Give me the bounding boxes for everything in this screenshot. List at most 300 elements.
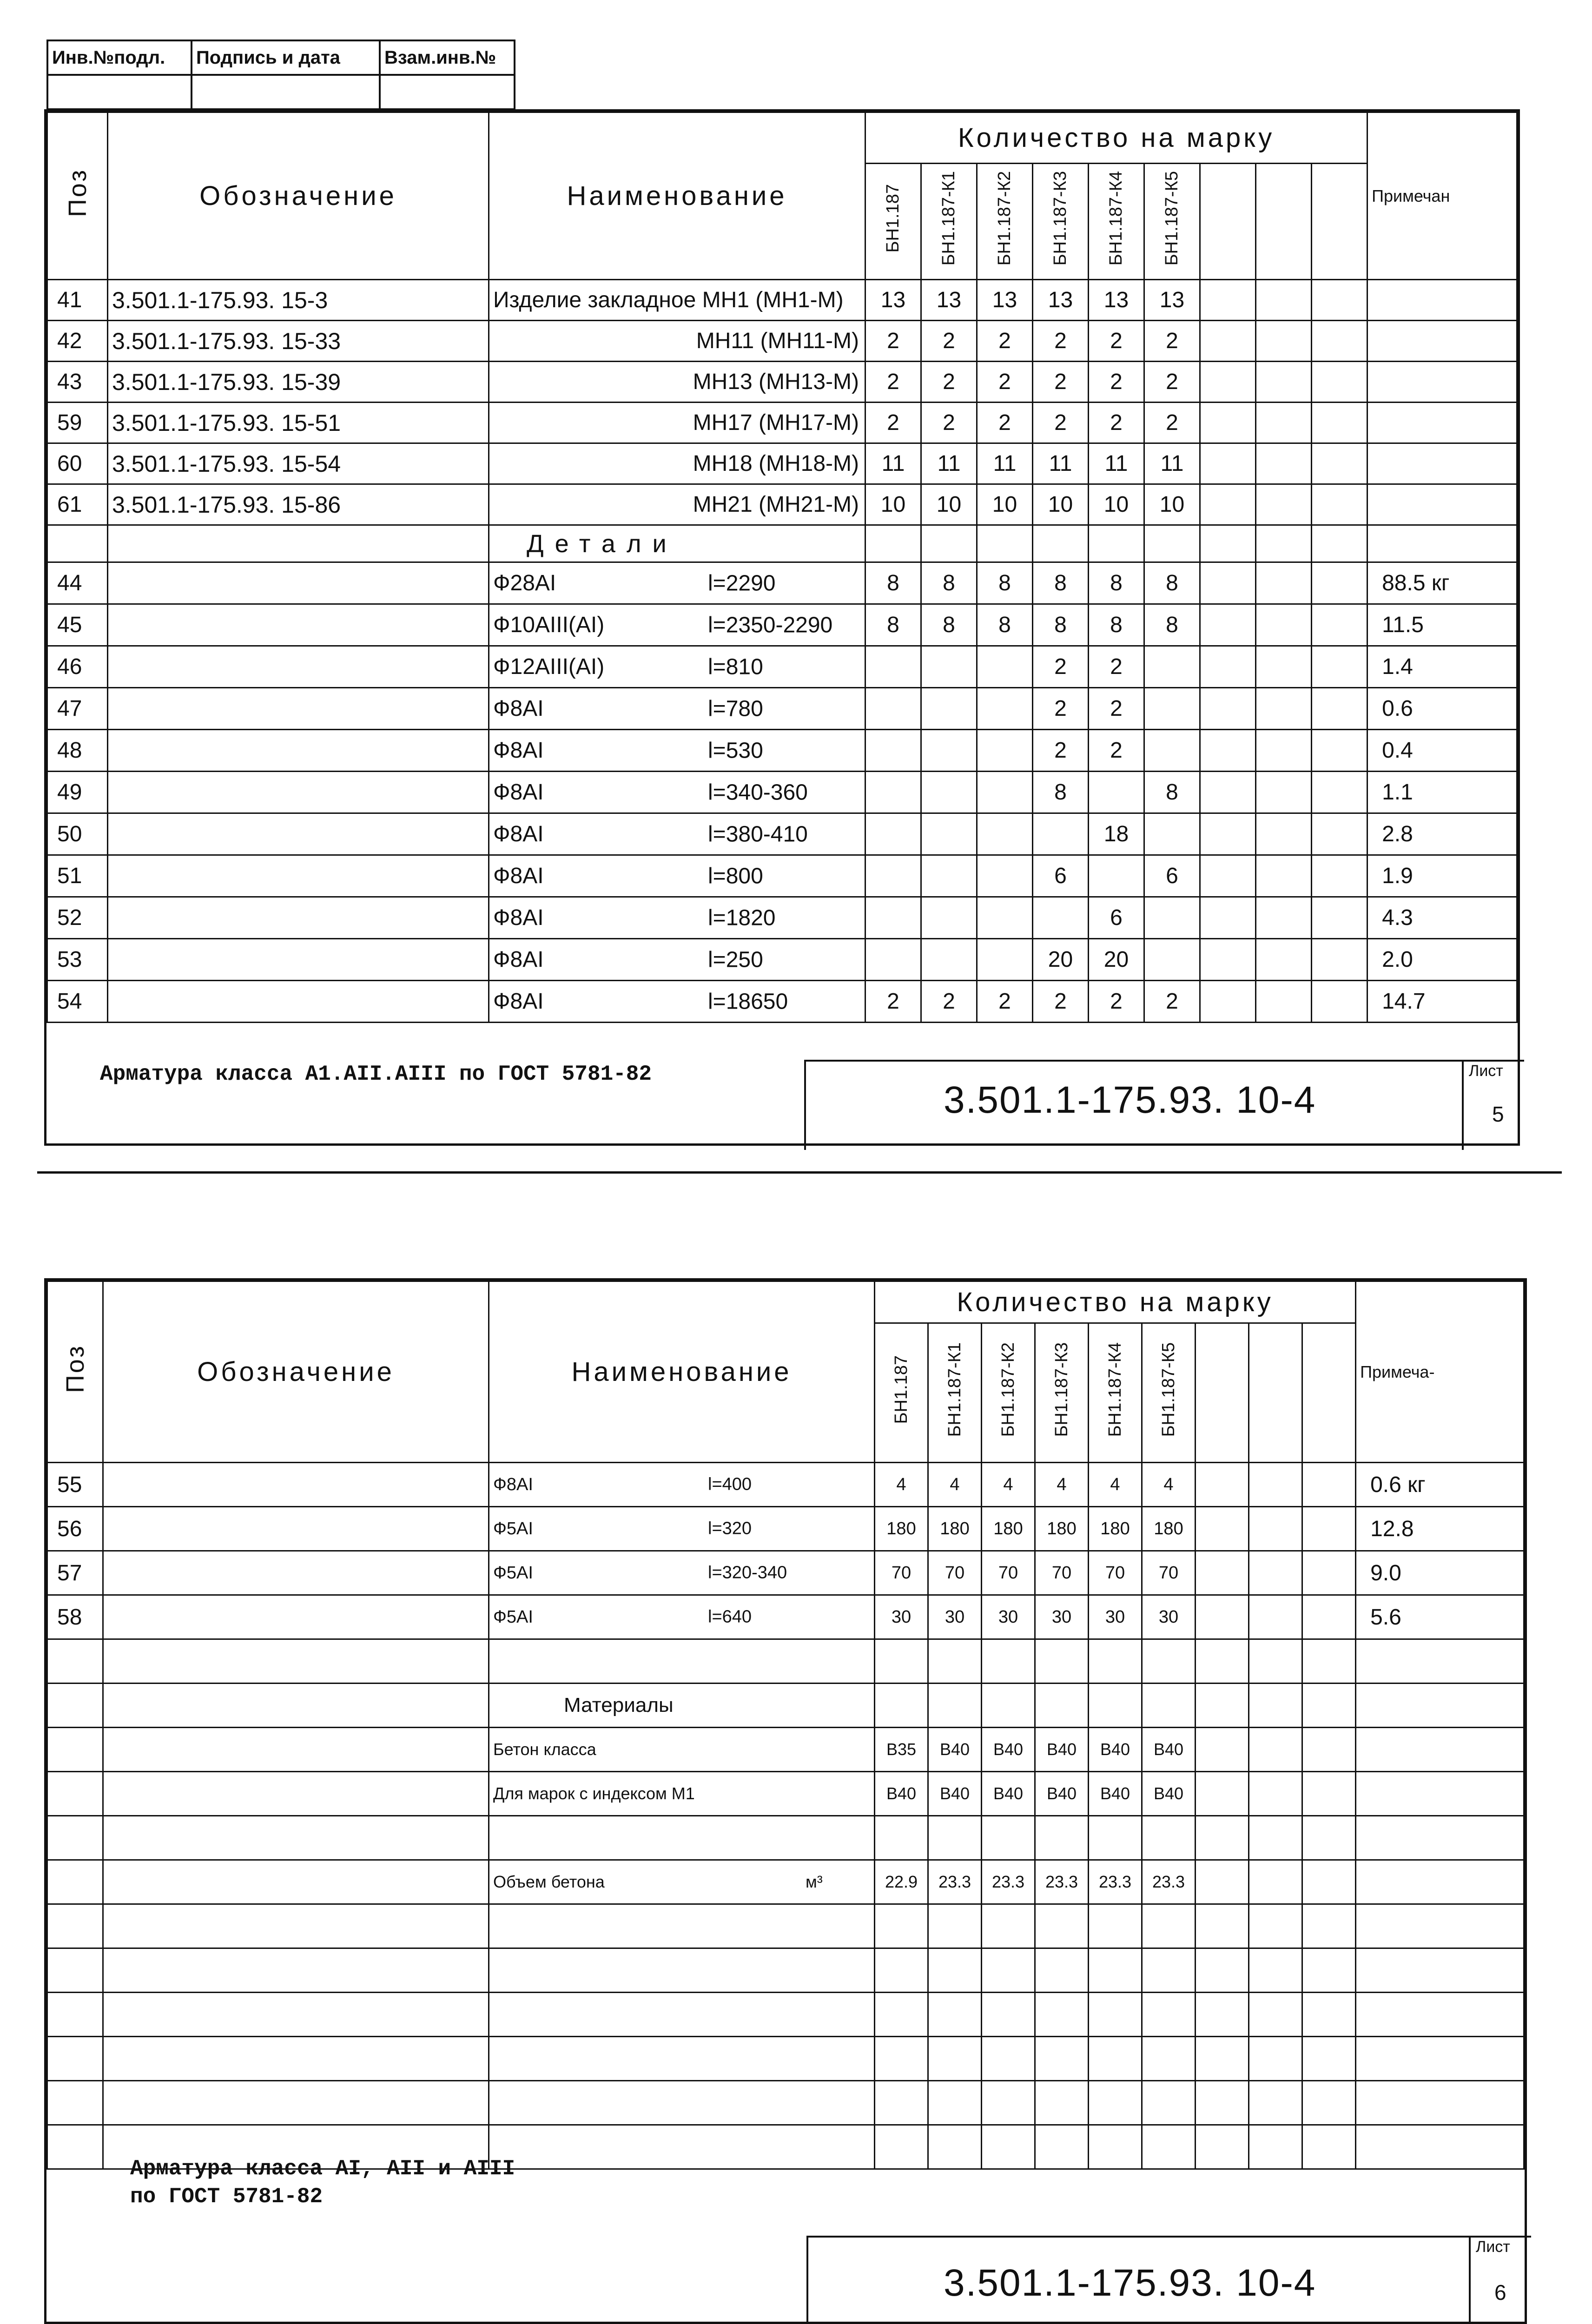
note-cell — [1367, 443, 1517, 484]
qty-cell — [1033, 813, 1089, 855]
qty-cell: 180 — [928, 1507, 982, 1551]
qty-cell: 2 — [921, 981, 977, 1023]
mark-header: БН1.187-К4 — [1089, 164, 1144, 280]
name-cell — [489, 897, 865, 939]
note-cell — [1367, 403, 1517, 443]
table-row — [47, 1772, 1524, 1816]
poz-cell: 42 — [47, 321, 108, 362]
qty-cell-empty — [1312, 688, 1367, 730]
designation-cell — [108, 813, 489, 855]
qty-cell: 10 — [921, 484, 977, 525]
designation-cell: 3.501.1-175.93. 15-86 — [108, 484, 489, 525]
note-cell: 0.4 — [1367, 730, 1517, 772]
empty-cell — [1035, 1816, 1089, 1860]
table-row — [47, 443, 1517, 484]
qty-cell-empty — [1249, 1595, 1302, 1639]
qty-cell: 23.3 — [928, 1860, 982, 1904]
stamp-replace-label: Взам.инв.№ — [380, 40, 515, 75]
col-kolichestvo: Количество на марку — [875, 1281, 1356, 1323]
qty-cell: 11 — [1089, 443, 1144, 484]
blank-row — [47, 1904, 1524, 1948]
qty-cell: 23.3 — [1035, 1860, 1089, 1904]
qty-cell-empty — [1256, 688, 1312, 730]
qty-cell: 70 — [1089, 1551, 1142, 1595]
document-code: 3.501.1-175.93. 10-4 — [944, 1079, 1316, 1121]
qty-cell: 4 — [982, 1463, 1035, 1507]
qty-cell: 70 — [982, 1551, 1035, 1595]
poz-cell: 47 — [47, 688, 108, 730]
table-row — [47, 1551, 1524, 1595]
designation-cell: 3.501.1-175.93. 15-33 — [108, 321, 489, 362]
poz-cell: 58 — [47, 1595, 103, 1639]
diameter-label: Ф5АI — [493, 1519, 533, 1538]
qty-cell: 23.3 — [1089, 1860, 1142, 1904]
designation-cell — [103, 1463, 489, 1507]
qty-cell: 2 — [1089, 362, 1144, 403]
table-row — [47, 813, 1517, 855]
qty-cell: 8 — [1144, 562, 1200, 604]
qty-cell-empty — [1256, 443, 1312, 484]
blank-row — [47, 1816, 1524, 1860]
col-primechanie: Примечан — [1367, 112, 1517, 280]
length-label: l=18650 — [708, 989, 788, 1014]
name-cell: МН13 (МН13-М) — [489, 362, 865, 403]
qty-cell-empty — [1256, 280, 1312, 321]
qty-cell: 8 — [1033, 772, 1089, 813]
poz-cell: 60 — [47, 443, 108, 484]
qty-cell — [977, 939, 1033, 981]
name-cell — [489, 1551, 875, 1595]
name-cell — [489, 1595, 875, 1639]
qty-cell: 6 — [1033, 855, 1089, 897]
qty-cell: 2 — [865, 362, 921, 403]
qty-cell-empty — [1200, 939, 1256, 981]
mark-header: БН1.187-К4 — [1089, 1323, 1142, 1463]
qty-cell — [1144, 939, 1200, 981]
name-cell — [489, 981, 865, 1023]
stamp-replace-value — [380, 75, 515, 109]
designation-cell — [108, 939, 489, 981]
name-cell: МН11 (МН11-М) — [489, 321, 865, 362]
qty-cell: 180 — [875, 1507, 928, 1551]
qty-cell-empty — [1256, 362, 1312, 403]
mark-header: БН1.187-К2 — [977, 164, 1033, 280]
qty-cell: 180 — [1089, 1507, 1142, 1551]
qty-cell — [977, 772, 1033, 813]
qty-cell-empty — [1196, 1463, 1249, 1507]
qty-cell-empty — [1249, 1860, 1302, 1904]
qty-cell — [1089, 855, 1144, 897]
diameter-label: Ф5АI — [493, 1607, 533, 1627]
qty-cell: 20 — [1033, 939, 1089, 981]
qty-cell-empty — [1302, 1772, 1356, 1816]
qty-cell: В40 — [1142, 1728, 1196, 1772]
qty-cell: 8 — [865, 604, 921, 646]
qty-cell — [865, 897, 921, 939]
diameter-label: Ф5АI — [493, 1563, 533, 1583]
qty-cell — [977, 855, 1033, 897]
empty-cell — [1356, 1816, 1524, 1860]
designation-cell: 3.501.1-175.93. 15-51 — [108, 403, 489, 443]
note-cell — [1367, 362, 1517, 403]
note-cell: 88.5 кг — [1367, 562, 1517, 604]
table-row — [47, 1463, 1524, 1507]
list-number: 6 — [1494, 2280, 1506, 2304]
qty-cell-empty — [1302, 1551, 1356, 1595]
qty-cell: 4 — [1089, 1463, 1142, 1507]
qty-cell: 2 — [1144, 362, 1200, 403]
name-cell: Изделие закладное МН1 (МН1-М) — [489, 280, 865, 321]
qty-cell-empty — [1196, 1772, 1249, 1816]
table-row — [47, 280, 1517, 321]
qty-cell: 13 — [1144, 280, 1200, 321]
diameter-label: Ф12АIII(АI) — [493, 654, 605, 679]
mark-header: БН1.187-К2 — [982, 1323, 1035, 1463]
qty-cell-empty — [1200, 855, 1256, 897]
empty-cell — [1249, 1816, 1302, 1860]
footer-note-line2: по ГОСТ 5781-82 — [130, 2185, 323, 2209]
qty-cell-empty — [1302, 1463, 1356, 1507]
qty-cell: 2 — [977, 321, 1033, 362]
poz-cell: 43 — [47, 362, 108, 403]
qty-cell: 10 — [865, 484, 921, 525]
material-name: Объем бетона — [493, 1872, 605, 1891]
empty-cell — [928, 1816, 982, 1860]
qty-cell: 70 — [1142, 1551, 1196, 1595]
qty-cell: 8 — [865, 562, 921, 604]
stamp-inv-value — [47, 75, 192, 109]
note-cell — [1367, 484, 1517, 525]
mark-header: БН1.187-К1 — [921, 164, 977, 280]
length-label: l=340-360 — [708, 780, 808, 805]
qty-cell: 4 — [1142, 1463, 1196, 1507]
poz-cell: 53 — [47, 939, 108, 981]
diameter-label: Ф10АIII(АI) — [493, 613, 605, 637]
diameter-label: Ф8АI — [493, 822, 544, 846]
table-row — [47, 484, 1517, 525]
mark-header: БН1.187-К3 — [1035, 1323, 1089, 1463]
qty-cell-empty — [1200, 646, 1256, 688]
qty-cell — [865, 939, 921, 981]
qty-cell: 30 — [982, 1595, 1035, 1639]
mark-header-empty — [1200, 164, 1256, 280]
qty-cell — [921, 688, 977, 730]
name-cell — [489, 562, 865, 604]
qty-cell — [865, 730, 921, 772]
item-rows — [47, 280, 1517, 525]
qty-cell-empty — [1196, 1595, 1249, 1639]
note-cell: 5.6 — [1356, 1595, 1524, 1639]
length-label: l=250 — [708, 947, 763, 972]
qty-cell: В40 — [982, 1728, 1035, 1772]
length-label: l=2350-2290 — [708, 613, 833, 637]
qty-cell — [977, 730, 1033, 772]
designation-cell: 3.501.1-175.93. 15-39 — [108, 362, 489, 403]
designation-cell — [103, 1551, 489, 1595]
length-label: l=400 — [708, 1474, 752, 1494]
designation-cell — [103, 1595, 489, 1639]
poz-cell: 57 — [47, 1551, 103, 1595]
qty-cell: 30 — [1142, 1595, 1196, 1639]
qty-cell: 8 — [1144, 604, 1200, 646]
qty-cell-empty — [1200, 604, 1256, 646]
qty-cell-empty — [1249, 1551, 1302, 1595]
header-row-1 — [47, 1281, 1524, 1323]
col-oboznachenie: Обозначение — [108, 112, 489, 280]
qty-cell: 2 — [1089, 730, 1144, 772]
name-cell — [489, 1463, 875, 1507]
empty-cell — [489, 1816, 875, 1860]
spec-table-1 — [46, 112, 1518, 1023]
footer-note: Арматура класса А1.АII.АIII по ГОСТ 5781-82 — [100, 1062, 652, 1086]
qty-cell: В40 — [1142, 1772, 1196, 1816]
name-cell — [489, 1772, 875, 1816]
qty-cell-empty — [1200, 362, 1256, 403]
qty-cell: 4 — [928, 1463, 982, 1507]
name-cell — [489, 646, 865, 688]
qty-cell: 11 — [977, 443, 1033, 484]
table-row — [47, 772, 1517, 813]
qty-cell — [1144, 897, 1200, 939]
empty-cell — [103, 1816, 489, 1860]
poz-cell: 55 — [47, 1463, 103, 1507]
qty-cell-empty — [1312, 855, 1367, 897]
table-row — [47, 688, 1517, 730]
table-row — [47, 1595, 1524, 1639]
length-label: l=530 — [708, 738, 763, 763]
designation-cell: 3.501.1-175.93. 15-3 — [108, 280, 489, 321]
table-row — [47, 730, 1517, 772]
poz-cell: 41 — [47, 280, 108, 321]
length-label: l=320-340 — [708, 1563, 787, 1583]
qty-cell: 2 — [1033, 646, 1089, 688]
note-cell: 1.1 — [1367, 772, 1517, 813]
note-cell — [1356, 1860, 1524, 1904]
qty-cell-empty — [1200, 484, 1256, 525]
qty-cell: 2 — [977, 403, 1033, 443]
qty-cell: 70 — [875, 1551, 928, 1595]
qty-cell: В40 — [928, 1728, 982, 1772]
note-cell: 2.0 — [1367, 939, 1517, 981]
spec-sheet-5 — [44, 109, 1520, 1146]
detail-rows — [47, 1463, 1524, 1639]
qty-cell: 4 — [875, 1463, 928, 1507]
qty-cell: 2 — [865, 981, 921, 1023]
qty-cell: 30 — [1089, 1595, 1142, 1639]
spec-sheet-6 — [44, 1278, 1527, 2324]
qty-cell-empty — [1249, 1463, 1302, 1507]
designation-cell — [103, 1728, 489, 1772]
qty-cell-empty — [1302, 1860, 1356, 1904]
qty-cell — [921, 897, 977, 939]
qty-cell-empty — [1249, 1507, 1302, 1551]
blank-row — [47, 2081, 1524, 2125]
designation-cell — [108, 688, 489, 730]
qty-cell-empty — [1312, 403, 1367, 443]
section-row-materials — [47, 1684, 1524, 1728]
table-row — [47, 604, 1517, 646]
table-row — [47, 646, 1517, 688]
qty-cell — [1033, 897, 1089, 939]
col-poz: Поз — [47, 1281, 103, 1463]
diameter-label: Ф8АI — [493, 905, 544, 930]
poz-cell: 49 — [47, 772, 108, 813]
length-label: l=780 — [708, 696, 763, 721]
diameter-label: Ф8АI — [493, 989, 544, 1014]
designation-cell — [108, 730, 489, 772]
table-row — [47, 362, 1517, 403]
qty-cell: 30 — [928, 1595, 982, 1639]
poz-cell — [47, 1860, 103, 1904]
designation-cell — [108, 981, 489, 1023]
blank-row — [47, 1639, 1524, 1684]
qty-cell: 2 — [1033, 688, 1089, 730]
length-label: l=2290 — [708, 571, 776, 595]
poz-cell: 52 — [47, 897, 108, 939]
name-cell — [489, 855, 865, 897]
qty-cell: 8 — [921, 562, 977, 604]
qty-cell-empty — [1196, 1551, 1249, 1595]
qty-cell: 30 — [1035, 1595, 1089, 1639]
note-cell: 12.8 — [1356, 1507, 1524, 1551]
detail-rows — [47, 562, 1517, 1023]
qty-cell: 10 — [1089, 484, 1144, 525]
diameter-label: Ф8АI — [493, 738, 544, 763]
qty-cell-empty — [1200, 813, 1256, 855]
qty-cell: 2 — [921, 362, 977, 403]
qty-cell: 2 — [1089, 646, 1144, 688]
qty-cell: В40 — [982, 1772, 1035, 1816]
material-name: Бетон класса — [493, 1740, 596, 1759]
table-row — [47, 1728, 1524, 1772]
blank-row — [47, 2037, 1524, 2081]
qty-cell: 2 — [1089, 688, 1144, 730]
qty-cell-empty — [1302, 1507, 1356, 1551]
qty-cell: 2 — [1144, 981, 1200, 1023]
qty-cell: 23.3 — [1142, 1860, 1196, 1904]
footer-note-line1: Арматура класса АI, АII и АIII — [130, 2157, 515, 2181]
poz-cell: 48 — [47, 730, 108, 772]
designation-cell — [108, 772, 489, 813]
qty-cell: 11 — [1144, 443, 1200, 484]
poz-cell: 45 — [47, 604, 108, 646]
mark-header-empty — [1196, 1323, 1249, 1463]
note-cell: 1.4 — [1367, 646, 1517, 688]
material-name: Для марок с индексом М1 — [493, 1784, 695, 1803]
qty-cell: В40 — [1089, 1728, 1142, 1772]
designation-cell — [103, 1772, 489, 1816]
qty-cell-empty — [1312, 604, 1367, 646]
table-row — [47, 403, 1517, 443]
col-naimenovanie: Наименование — [489, 1281, 875, 1463]
empty-cell — [1142, 1816, 1196, 1860]
qty-cell: 180 — [1142, 1507, 1196, 1551]
table-row — [47, 981, 1517, 1023]
table-row — [47, 855, 1517, 897]
qty-cell-empty — [1200, 403, 1256, 443]
note-cell: 1.9 — [1367, 855, 1517, 897]
poz-cell — [47, 1728, 103, 1772]
qty-cell: В40 — [875, 1772, 928, 1816]
qty-cell — [865, 646, 921, 688]
mark-header: БН1.187-К3 — [1033, 164, 1089, 280]
stamp-inv-label: Инв.№подл. — [47, 40, 192, 75]
diameter-label: Ф8АI — [493, 1474, 533, 1494]
qty-cell: 8 — [921, 604, 977, 646]
table-row — [47, 897, 1517, 939]
qty-cell-empty — [1256, 604, 1312, 646]
material-rows — [47, 1728, 1524, 1904]
approval-stamp — [46, 40, 515, 110]
qty-cell: 8 — [1089, 562, 1144, 604]
section-title-materials: Материалы — [489, 1684, 875, 1728]
blank-row — [47, 1993, 1524, 2037]
mark-header-empty — [1256, 164, 1312, 280]
spec-table-2 — [46, 1281, 1525, 2170]
qty-cell: 2 — [1089, 321, 1144, 362]
qty-cell-empty — [1312, 772, 1367, 813]
note-cell: 9.0 — [1356, 1551, 1524, 1595]
qty-cell-empty — [1256, 813, 1312, 855]
note-cell — [1367, 280, 1517, 321]
section-row-details — [47, 525, 1517, 562]
qty-cell: 2 — [1144, 321, 1200, 362]
qty-cell — [1144, 688, 1200, 730]
mark-header: БН1.187-К1 — [928, 1323, 982, 1463]
mark-header-empty — [1312, 164, 1367, 280]
qty-cell — [921, 772, 977, 813]
note-cell: 0.6 кг — [1356, 1463, 1524, 1507]
qty-cell-empty — [1256, 939, 1312, 981]
qty-cell-empty — [1302, 1595, 1356, 1639]
col-naimenovanie: Наименование — [489, 112, 865, 280]
qty-cell: 180 — [982, 1507, 1035, 1551]
qty-cell-empty — [1302, 1728, 1356, 1772]
poz-cell: 59 — [47, 403, 108, 443]
blank-row — [47, 1948, 1524, 1993]
qty-cell: 8 — [977, 604, 1033, 646]
qty-cell-empty — [1200, 280, 1256, 321]
qty-cell: 180 — [1035, 1507, 1089, 1551]
poz-cell: 44 — [47, 562, 108, 604]
qty-cell: 6 — [1089, 897, 1144, 939]
qty-cell: В35 — [875, 1728, 928, 1772]
qty-cell: 4 — [1035, 1463, 1089, 1507]
qty-cell: 30 — [875, 1595, 928, 1639]
qty-cell: 13 — [1033, 280, 1089, 321]
empty-cell — [1196, 1816, 1249, 1860]
qty-cell-empty — [1256, 321, 1312, 362]
diameter-label: Ф28АI — [493, 571, 556, 595]
qty-cell-empty — [1200, 562, 1256, 604]
length-label: l=380-410 — [708, 822, 808, 846]
empty-cell — [982, 1816, 1035, 1860]
mark-header: БН1.187 — [875, 1323, 928, 1463]
qty-cell-empty — [1200, 688, 1256, 730]
diameter-label: Ф8АI — [493, 696, 544, 721]
diameter-label: Ф8АI — [493, 947, 544, 972]
empty-cell — [1302, 1816, 1356, 1860]
poz-cell: 54 — [47, 981, 108, 1023]
poz-cell: 51 — [47, 855, 108, 897]
empty-cell — [1089, 1816, 1142, 1860]
section-title-details: Детали — [489, 525, 865, 562]
name-cell: МН17 (МН17-М) — [489, 403, 865, 443]
length-label: l=640 — [708, 1607, 752, 1627]
qty-cell: 11 — [921, 443, 977, 484]
designation-cell — [108, 897, 489, 939]
qty-cell: 10 — [1144, 484, 1200, 525]
